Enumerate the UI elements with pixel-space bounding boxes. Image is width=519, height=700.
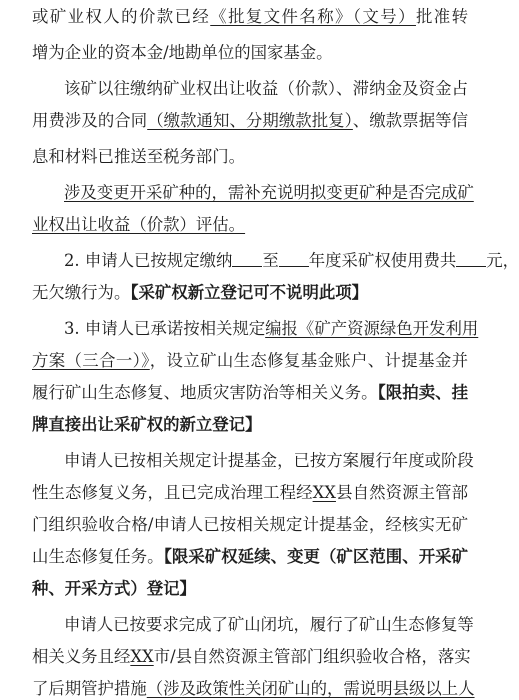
p4-line2: 无欠缴行为。【采矿权新立登记可不说明此项】	[32, 283, 369, 302]
p5-line3: 履行矿山生态修复、地质灾害防治等相关义务。【限拍卖、挂	[32, 383, 468, 402]
contract-placeholder: （缴款通知、分期缴款批复）	[147, 111, 353, 130]
county-placeholder: XX	[312, 483, 336, 502]
p6-line5: 种、开采方式）登记】	[32, 579, 196, 598]
year-end-blank	[279, 251, 309, 267]
year-start-blank	[232, 251, 262, 267]
p1-line2: 增为企业的资本金/地勘单位的国家基金。	[32, 43, 333, 62]
amount-blank	[456, 251, 486, 267]
p6-line4: 山生态修复任务。【限采矿权延续、变更（矿区范围、开采矿	[32, 547, 468, 566]
p6-line2: 性生态修复义务，且已完成治理工程经XX县自然资源主管部	[32, 483, 469, 502]
p7-line3: 了后期管护措施（涉及政策性关闭矿山的，需说明县级以上人	[32, 679, 475, 698]
p6-line1: 申请人已按相关规定计提基金，已按方案履行年度或阶段	[64, 451, 474, 470]
bracket-note: 【限采矿权延续、变更（矿区范围、开采矿	[163, 547, 468, 566]
p7-line2: 相关义务且经XX市/县自然资源主管部门组织验收合格，落实	[32, 647, 471, 666]
p2-line2: 用费涉及的合同（缴款通知、分期缴款批复）、缴款票据等信	[32, 111, 469, 130]
p5-line1: 3. 申请人已承诺按相关规定编报《矿产资源绿色开发利用	[64, 319, 479, 338]
p3-line2: 业权出让收益（价款）评估。	[32, 215, 246, 234]
p6-line3: 门组织验收合格/申请人已按相关规定计提基金，经核实无矿	[32, 515, 468, 534]
p1-line1: 或矿业权人的价款已经《批复文件名称》（文号）批准转	[32, 7, 468, 26]
p4-line1: 2. 申请人已按规定缴纳 至 年度采矿权使用费共 元，	[64, 251, 519, 270]
bracket-note: 【采矿权新立登记可不说明此项】	[130, 283, 369, 302]
city-placeholder: XX	[130, 647, 154, 666]
p7-line1: 申请人已按要求完成了矿山闭坑，履行了矿山生态修复等	[64, 615, 474, 634]
p2-line1: 该矿以往缴纳矿业权出让收益（价款）、滞纳金及资金占	[64, 79, 468, 98]
p2-line3: 息和材料已推送至税务部门。	[32, 147, 246, 166]
bracket-note: 【限拍卖、挂	[377, 383, 468, 402]
approval-document-placeholder: 《批复文件名称》（文号）	[210, 7, 416, 26]
p3-line1: 涉及变更开采矿种的，需补充说明拟变更矿种是否完成矿	[64, 183, 474, 202]
p5-line4: 牌直接出让采矿权的新立登记】	[32, 415, 262, 434]
p5-line2: 方案（三合一）》，设立矿山生态修复基金账户、计提基金并	[32, 351, 469, 370]
plan-name-underline: 编报《矿产资源绿色开发利用	[265, 319, 479, 338]
policy-closure-note: （涉及政策性关闭矿山的，需说明县级以上人	[146, 679, 475, 698]
